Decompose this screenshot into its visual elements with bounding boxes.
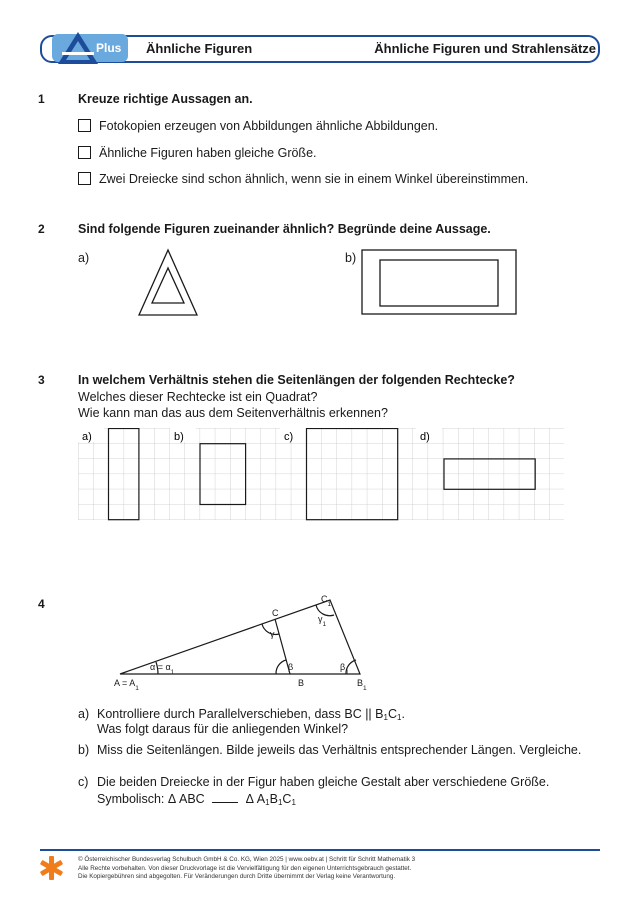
label-vertex-A: $A = A_1$ (114, 678, 139, 690)
footer-text (78, 856, 598, 882)
task-4c-text: Die beiden Dreiecke in der Figur haben gleiche Gestalt aber verschiedene Größe. (97, 775, 550, 789)
label-angle-gamma1: $\gamma_1$ (318, 614, 327, 628)
similar-triangles-figure (100, 590, 390, 690)
task-4a-line-1: Kontrolliere durch Parallelverschieben, dass BC || $B_1C_1$. (97, 707, 405, 722)
task-2-label-b: b) (345, 251, 357, 265)
option-3-label: Zwei Dreiecke sind schon ähnlich, wenn sie in einem Winkel übereinstimmen. (99, 172, 529, 186)
task-3-line-3: Wie kann man das aus dem Seitenverhältnis erkennen? (78, 406, 388, 420)
logo-text: Plus (96, 41, 122, 55)
task-2-title: Sind folgende Figuren zueinander ähnlich? Begründe deine Aussage. (78, 222, 491, 236)
grid-label-a: a) (82, 431, 92, 443)
footer-line-3: Die Kopiergebühren sind abgegolten. Für Veränderungen durch Dritte übernimmt der Verlag keine Verantwortung. (78, 873, 396, 880)
grid-label-c: c) (284, 431, 294, 443)
header-left-title: Ähnliche Figuren (146, 41, 253, 56)
grid-label-b: b) (174, 431, 184, 443)
grid-label-d: d) (420, 431, 430, 443)
task-4a-line-2: Was folgt daraus für die anliegenden Winkel? (97, 722, 349, 736)
task-1-number: 1 (38, 92, 45, 106)
label-vertex-C: C (272, 608, 279, 618)
blank-answer-line[interactable] (212, 792, 238, 803)
footer-rule (40, 849, 600, 851)
checkbox-option-2[interactable] (78, 146, 91, 159)
publisher-logo-icon (38, 855, 64, 881)
label-angle-beta: β (288, 662, 294, 672)
nested-rectangles-figure (360, 248, 520, 318)
task-4a-label: a) (78, 707, 90, 721)
checkbox-option-3[interactable] (78, 172, 91, 185)
footer-line-2: Alle Rechte vorbehalten. Von dieser Druckvorlage ist die Vervielfältigung für den eigenen Unterrichtsgebrauch gestattet. (78, 864, 412, 872)
option-1-label: Fotokopien erzeugen von Abbildungen ähnliche Abbildungen. (99, 119, 439, 133)
task-4c-symbolic: Symbolisch: Δ ABC Δ $A_1B_1C_1$ (97, 792, 296, 807)
task-3-number: 3 (38, 373, 45, 387)
nested-triangles-figure (130, 245, 210, 320)
task-4c-label: c) (78, 775, 89, 789)
checkbox-option-1[interactable] (78, 119, 91, 132)
label-angle-alpha: $\alpha = \alpha_1$ (150, 662, 175, 676)
task-2-label-a: a) (78, 251, 90, 265)
footer-line-1: © Österreichischer Bundesverlag Schulbuch GmbH & Co. KG, Wien 2025 | www.oebv.at | Schritt für Schritt Mathematik 3 (78, 856, 416, 863)
task-3-line-2: Welches dieser Rechtecke ist ein Quadrat? (78, 390, 318, 404)
option-2-label: Ähnliche Figuren haben gleiche Größe. (99, 146, 317, 160)
task-4b-text: Miss die Seitenlängen. Bilde jeweils das Verhältnis entsprechender Längen. Vergleiche. (97, 743, 582, 757)
label-vertex-B1: $B_1$ (357, 678, 367, 690)
label-vertex-B: B (298, 678, 305, 688)
label-vertex-C1: $C_1$ (321, 594, 332, 608)
label-angle-beta1: $\beta_1$ (340, 662, 349, 676)
plus-logo (52, 30, 132, 68)
rectangles-grid (78, 428, 564, 524)
task-4-number: 4 (38, 597, 45, 611)
task-4b-label: b) (78, 743, 90, 757)
task-1-title: Kreuze richtige Aussagen an. (78, 92, 253, 106)
task-3-title: In welchem Verhältnis stehen die Seitenlängen der folgenden Rechtecke? (78, 373, 515, 387)
header-right-title: Ähnliche Figuren und Strahlensätze (374, 41, 596, 56)
task-2-number: 2 (38, 222, 45, 236)
label-angle-gamma: γ (270, 629, 275, 639)
